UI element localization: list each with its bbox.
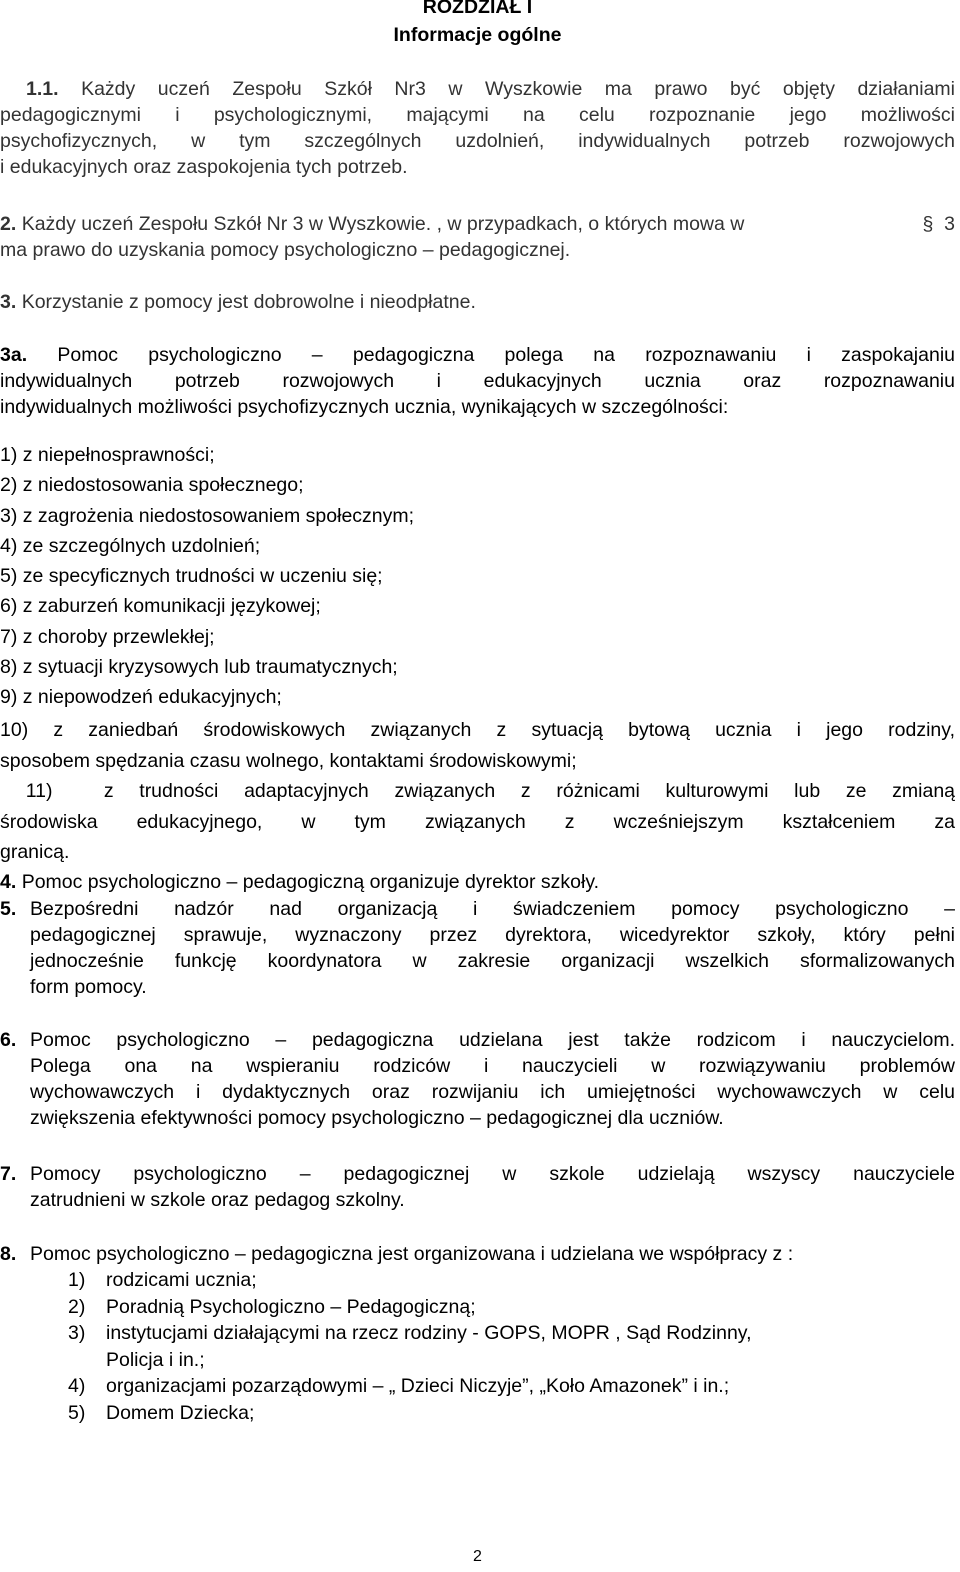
list-item [68, 1400, 955, 1427]
paragraph-line: form pomocy. [30, 976, 147, 998]
paragraph-line: Korzystanie z pomocy jest dobrowolne i nieodpłatne. [21, 291, 476, 313]
paragraph-5 [0, 896, 955, 1000]
paragraph-line: Pomoc psychologiczno – pedagogiczną organizuje dyrektor szkoły. [21, 871, 600, 893]
list-item [68, 1294, 955, 1321]
list-item-line: granicą. [0, 841, 70, 863]
list-item-number: 4) [68, 1375, 86, 1397]
list-item-line: 10) z zaniedbań środowiskowych związanych z sytuacją bytową ucznia i jego rodziny, [0, 719, 955, 741]
list-item: 5) ze specyficznych trudności w uczeniu się; [0, 565, 383, 588]
list-item: 3) z zagrożenia niedostosowaniem społecznym; [0, 504, 415, 527]
paragraph-1-1 [0, 76, 955, 180]
list-item: 6) z zaburzeń komunikacji językowej; [0, 595, 321, 618]
paragraph-line: Każdy uczeń Zespołu Szkół Nr 3 w Wyszkowie. , w przypadkach, o których mowa w [21, 213, 745, 235]
list-item-10 [0, 715, 955, 776]
section-number: 3 [944, 213, 955, 235]
list-item [68, 1373, 955, 1400]
list-item-line: środowiska edukacyjnego, w tym związanych z wcześniejszym kształceniem za [0, 810, 955, 833]
list-item: 1) z niepełnosprawności; [0, 444, 215, 466]
paragraph-line: Pomocy psychologiczno – pedagogicznej w szkole udzielają wszyscy nauczyciele [30, 1163, 955, 1185]
list-item-text: rodzicami ucznia; [106, 1269, 257, 1291]
list-8 [68, 1267, 955, 1426]
list-item-text: Policja i in.; [106, 1348, 205, 1371]
paragraph-line: Bezpośredni nadzór nad organizacją i świadczeniem pomocy psychologiczno – [30, 898, 955, 920]
paragraph-line: pedagogicznej sprawuje, wyznaczony przez dyrektora, wicedyrektor szkoły, który pełni [30, 924, 955, 946]
list-item-text: Poradnią Psychologiczno – Pedagogiczną; [106, 1295, 476, 1318]
paragraph-8 [0, 1241, 955, 1267]
paragraph-line: psychofizycznych, w tym szczególnych uzdolnień, indywidualnych potrzeb rozwojowych [0, 130, 955, 152]
paragraph-line: ma prawo do uzyskania pomocy psychologiczno – pedagogicznej. [0, 239, 571, 261]
section-sign: § [922, 213, 934, 235]
list-item-number: 3) [68, 1322, 86, 1344]
chapter-heading: ROZDZIAŁ I [422, 0, 533, 18]
list-item-text: Domem Dziecka; [106, 1401, 255, 1424]
list-item [68, 1320, 955, 1373]
list-item-number: 1) [68, 1269, 86, 1291]
list-item: 4) ze szczególnych uzdolnień; [0, 534, 261, 557]
list-item-text: organizacjami pozarządowymi – „ Dzieci Niczyje”, „Koło Amazonek” i in.; [106, 1375, 730, 1397]
list-item-line: 11) z trudności adaptacyjnych związanych z różnicami kulturowymi lub ze zmianą [0, 780, 956, 802]
list-item-11 [0, 776, 955, 868]
paragraph-number: 4. [0, 871, 17, 893]
paragraph-line: Pomoc psychologiczno – pedagogiczna polega na rozpoznawaniu i zaspokajaniu [57, 344, 955, 366]
paragraph-number: 3. [0, 291, 17, 313]
paragraph-line: zwiększenia efektywności pomocy psychologiczno – pedagogicznej dla uczniów. [30, 1107, 724, 1129]
page-number: 2 [473, 1548, 482, 1565]
list-item [68, 1267, 955, 1294]
chapter-subtitle: Informacje ogólne [393, 24, 562, 46]
paragraph-number: 5. [0, 898, 17, 920]
paragraph-number: 7. [0, 1163, 17, 1185]
paragraph-number: 2. [0, 213, 17, 235]
paragraph-7 [0, 1161, 955, 1213]
list-3a [0, 440, 955, 713]
paragraph-2 [0, 211, 955, 263]
list-item-line: sposobem spędzania czasu wolnego, kontaktami środowiskowymi; [0, 749, 577, 772]
paragraph-line: Pomoc psychologiczno – pedagogiczna jest organizowana i udzielana we współpracy z : [30, 1243, 794, 1265]
list-item-text: instytucjami działającymi na rzecz rodziny - GOPS, MOPR , Sąd Rodzinny, [106, 1322, 752, 1344]
paragraph-number: 6. [0, 1029, 17, 1051]
paragraph-line: pedagogicznymi i psychologicznymi, mającymi na celu rozpoznanie jego możliwości [0, 104, 955, 126]
paragraph-line: zatrudnieni w szkole oraz pedagog szkolny. [30, 1189, 405, 1211]
list-item: 2) z niedostosowania społecznego; [0, 474, 304, 497]
paragraph-6 [0, 1027, 955, 1131]
paragraph-line: Pomoc psychologiczno – pedagogiczna udzielana jest także rodzicom i nauczycielom. [30, 1029, 955, 1051]
paragraph-line: indywidualnych potrzeb rozwojowych i edukacyjnych ucznia oraz rozpoznawaniu [0, 370, 955, 392]
paragraph-3 [0, 289, 955, 315]
paragraph-line: jednocześnie funkcję koordynatora w zakresie organizacji wszelkich sformalizowanych [30, 950, 955, 972]
list-item: 8) z sytuacji kryzysowych lub traumatycznych; [0, 656, 398, 679]
list-item-number: 2) [68, 1295, 86, 1318]
paragraph-line: wychowawczych i dydaktycznych oraz rozwijaniu ich umiejętności wychowawczych w celu [30, 1081, 955, 1103]
list-item: 7) z choroby przewlekłej; [0, 625, 215, 648]
paragraph-line: i edukacyjnych oraz zaspokojenia tych potrzeb. [0, 156, 408, 178]
paragraph-number: 1.1. [26, 78, 59, 100]
paragraph-3a [0, 342, 955, 420]
paragraph-number: 8. [0, 1243, 17, 1265]
paragraph-4 [0, 869, 955, 895]
paragraph-line: Polega ona na wspieraniu rodziców i nauczycieli w rozwiązywaniu problemów [30, 1055, 955, 1077]
paragraph-number: 3a. [0, 344, 28, 366]
list-item: 9) z niepowodzeń edukacyjnych; [0, 686, 282, 709]
paragraph-line: indywidualnych możliwości psychofizycznych ucznia, wynikających w szczególności: [0, 396, 729, 418]
list-item-number: 5) [68, 1401, 86, 1424]
paragraph-line: Każdy uczeń Zespołu Szkół Nr3 w Wyszkowie ma prawo być objęty działaniami [81, 78, 956, 100]
